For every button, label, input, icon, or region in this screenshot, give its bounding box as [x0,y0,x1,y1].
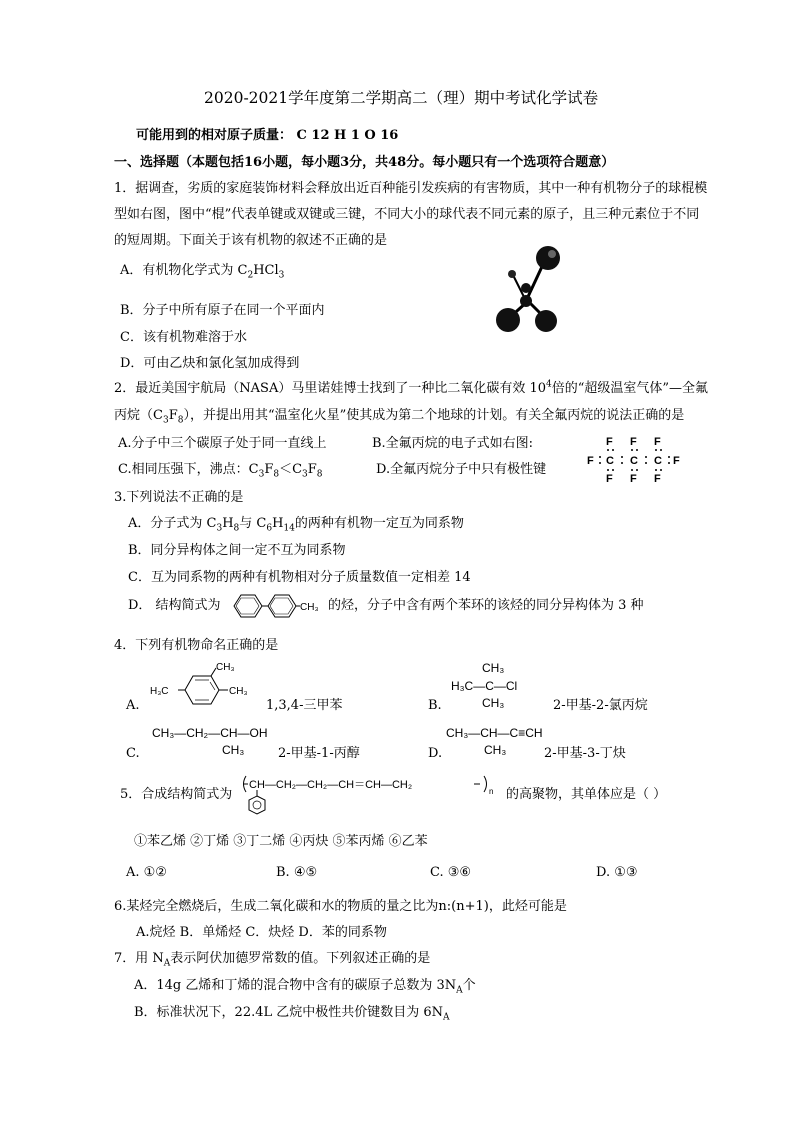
svg-text:n: n [489,787,494,796]
q4-b-mid: H₃C—C—Cl [451,679,518,693]
q3-option-d-prefix: D． 结构简式为 [128,598,221,613]
svg-text:CH—CH₂—CH₂—CH＝CH—CH₂: CH—CH₂—CH₂—CH＝CH—CH₂ [249,779,413,791]
q4-d-main: CH₃—CH—C≡CH [446,726,543,740]
section-header: 一、选择题（本题包括16小题，每小题3分，共48分。每小题只有一个选项符合题意） [114,155,615,170]
svg-text:F: F [587,455,594,467]
ball-stick-model-image [490,244,570,336]
svg-text:CH₃: CH₃ [216,662,235,673]
svg-text:H₃C: H₃C [150,686,169,697]
q4-stem: 4．下列有机物命名正确的是 [114,638,279,653]
q4-option-b-name: 2-甲基-2-氯丙烷 [553,698,648,713]
q4-option-c-label: C. [126,746,140,761]
lewis-structure-image [586,434,686,486]
q2-option-c: C.相同压强下，沸点：$C_3F_8<C_3F_8$ [118,462,323,480]
q1-option-a: A．有机物化学式为 $C_2HCl_3$ [120,263,285,281]
q2-option-a: A.分子中三个碳原子处于同一直线上 [118,436,327,451]
q4-option-c-name: 2-甲基-1-丙醇 [278,746,360,761]
biphenyl-structure-image [226,592,326,620]
svg-text:C: C [654,455,662,467]
q1-option-b: B．分子中所有原子在同一个平面内 [120,303,325,318]
q3-option-b: B．同分异构体之间一定不互为同系物 [128,543,346,558]
q5-monomer-list: ①苯乙烯 ②丁烯 ③丁二烯 ④丙炔 ⑤苯丙烯 ⑥乙苯 [134,834,428,849]
svg-text:CH₃: CH₃ [300,602,319,613]
svg-text:F: F [606,473,613,485]
q5-option-c: C. ③⑥ [430,865,472,880]
q4-d-sub: CH₃ [484,743,507,757]
q4-option-a-label: A. [126,698,140,713]
svg-text:C: C [606,455,614,467]
svg-text:CH₃: CH₃ [229,686,248,697]
q4-b-bot: CH₃ [482,696,505,710]
q4-c-sub: CH₃ [222,743,245,757]
svg-text:C: C [630,455,638,467]
svg-text:F: F [654,436,661,448]
q5-option-b: B. ④⑤ [276,865,318,880]
q1-option-d: D．可由乙炔和氯化氢加成得到 [120,356,300,371]
q3-stem: 3.下列说法不正确的是 [114,490,244,505]
svg-text:F: F [630,436,637,448]
svg-text:F: F [654,473,661,485]
q4-option-d-name: 2-甲基-3-丁炔 [544,746,626,761]
q2-stem-line1: 2．最近美国宇航局（NASA）马里诺娃博士找到了一种比二氧化碳有效 $10^4$倍的“超级温室气体”—全氟 [114,379,709,396]
svg-text:F: F [606,436,613,448]
q5-stem-suffix: 的高聚物，其单体应是（ ） [506,787,667,802]
q7-option-a: A．14g 乙烯和丁烯的混合物中含有的碳原子总数为 $3N_A$个 [134,978,476,996]
trimethylbenzene-structure-image [150,660,260,720]
q3-option-a: A．分子式为 $C_3H_8$与 $C_6H_{14}$的两种有机物一定互为同系物 [128,516,464,534]
q7-stem: 7．用 $N_A$表示阿伏加德罗常数的值。下列叙述正确的是 [114,951,431,969]
q1-stem-line1: 1．据调查，劣质的家庭装饰材料会释放出近百种能引发疾病的有害物质，其中一种有机物分子的球棍模 [114,181,708,196]
q4-option-d-label: D. [428,746,443,761]
q6-options: A.烷烃 B．单烯烃 C．炔烃 D．苯的同系物 [136,925,387,940]
q5-stem-prefix: 5．合成结构简式为 [120,787,233,802]
q3-option-c: C．互为同系物的两种有机物相对分子质量数值一定相差 14 [128,570,471,585]
q2-stem-line2: 丙烷$(C_3F_8)$，并提出用其“温室化火星”使其成为第二个地球的计划。有关全氟丙烷的说法正确的是 [114,408,685,426]
q4-b-top: CH₃ [482,661,505,675]
atomic-masses: 可能用到的相对原子质量： C 12 H 1 O 16 [136,128,399,143]
q4-c-main: CH₃—CH₂—CH—OH [152,726,268,740]
q1-stem-line3: 的短周期。下面关于该有机物的叙述不正确的是 [114,233,388,248]
polymer-structure-image [240,770,505,818]
q2-option-b: B.全氟丙烷的电子式如右图: [372,436,534,451]
q3-option-d-suffix: 的烃，分子中含有两个苯环的该烃的同分异构体为 3 种 [328,598,644,613]
q1-stem-line2: 型如右图，图中“棍”代表单键或双键或三键，不同大小的球代表不同元素的原子，且三种元素位于不同 [114,207,700,222]
q1-option-c: C．该有机物难溶于水 [120,330,247,345]
q4-option-a-name: 1,3,4-三甲苯 [266,698,343,713]
svg-text:F: F [673,455,680,467]
q6-stem: 6.某烃完全燃烧后，生成二氧化碳和水的物质的量之比为n:(n+1)，此烃可能是 [114,899,567,914]
q7-option-b: B．标准状况下，22.4L 乙烷中极性共价键数目为 $6N_A$ [134,1005,450,1023]
q4-option-b-label: B. [428,698,442,713]
page-title: 2020-2021学年度第二学期高二（理）期中考试化学试卷 [204,89,599,107]
q5-option-d: D. ①③ [596,865,638,880]
svg-text:F: F [630,473,637,485]
q2-option-d: D.全氟丙烷分子中只有极性键 [376,462,547,477]
q5-option-a: A. ①② [126,865,167,880]
